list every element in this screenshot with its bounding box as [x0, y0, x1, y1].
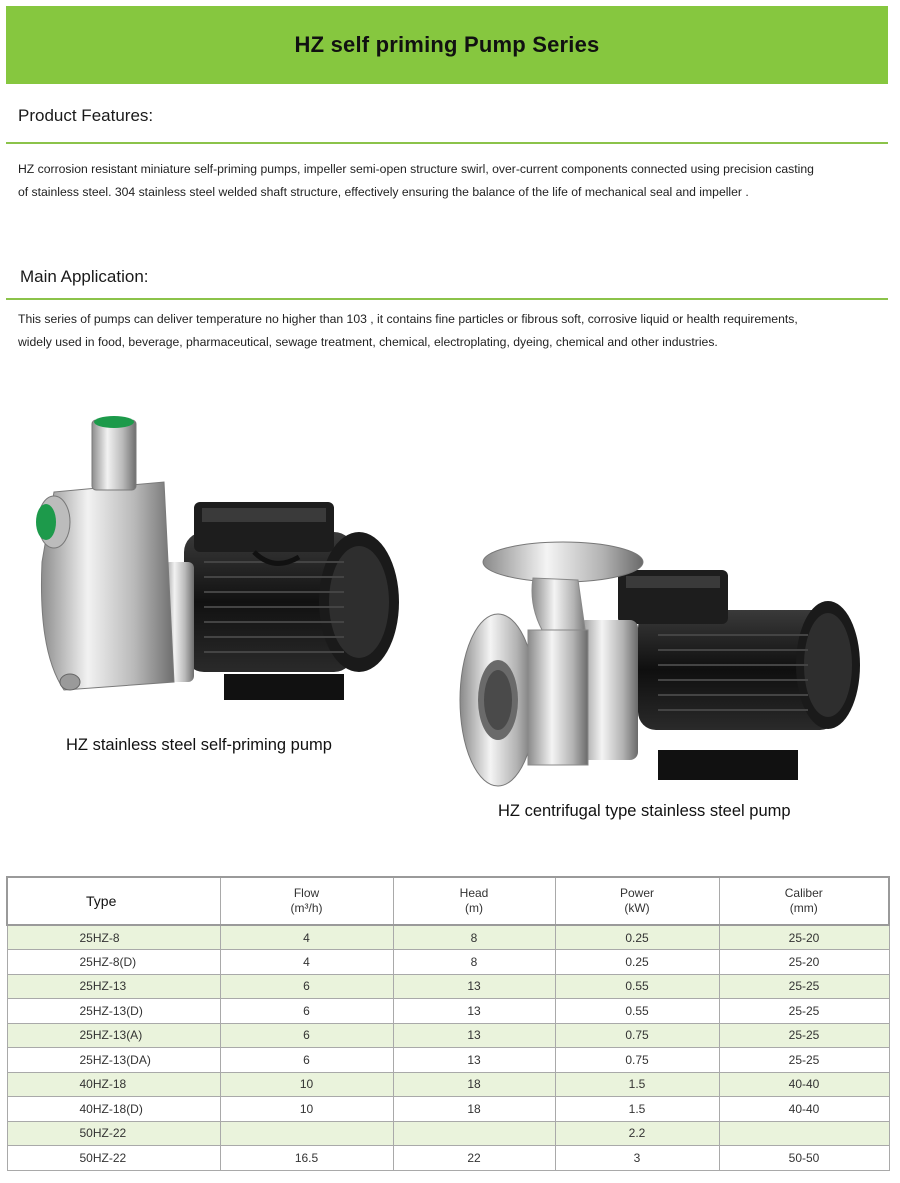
cell-caliber — [719, 1121, 889, 1146]
centrifugal-pump-image — [458, 540, 868, 790]
cell-type: 40HZ-18 — [7, 1072, 220, 1097]
cell-power: 2.2 — [555, 1121, 719, 1146]
cell-flow — [220, 1121, 393, 1146]
table-row — [7, 925, 889, 950]
cell-type: 25HZ-13(DA) — [7, 1048, 220, 1073]
header-head-unit: (m) — [465, 901, 483, 915]
cell-power: 0.75 — [555, 1023, 719, 1048]
features-divider — [6, 142, 888, 144]
centrifugal-pump-caption: HZ centrifugal type stainless steel pump — [498, 802, 791, 820]
application-heading: Main Application: — [20, 267, 149, 286]
self-priming-pump-image — [24, 412, 404, 712]
cell-power: 3 — [555, 1146, 719, 1171]
cell-power: 0.25 — [555, 950, 719, 975]
cell-flow: 6 — [220, 999, 393, 1024]
header-power-label: Power — [619, 886, 654, 900]
table-row — [7, 1097, 889, 1122]
cell-flow: 4 — [220, 925, 393, 950]
cell-type: 50HZ-22 — [7, 1146, 220, 1171]
cell-flow: 6 — [220, 974, 393, 999]
cell-head: 18 — [393, 1097, 555, 1122]
cell-power: 0.55 — [555, 974, 719, 999]
cell-flow: 4 — [220, 950, 393, 975]
cell-head: 8 — [393, 950, 555, 975]
cell-caliber: 25-25 — [719, 1023, 889, 1048]
cell-caliber: 40-40 — [719, 1072, 889, 1097]
header-power — [555, 877, 719, 925]
page-banner — [6, 6, 888, 84]
spec-table — [6, 876, 890, 1171]
cell-type: 25HZ-8 — [7, 925, 220, 950]
cell-type: 50HZ-22 — [7, 1121, 220, 1146]
header-caliber — [719, 877, 889, 925]
table-row — [7, 950, 889, 975]
table-header-row — [7, 877, 889, 925]
table-row — [7, 999, 889, 1024]
table-row — [7, 1072, 889, 1097]
table-row — [7, 1048, 889, 1073]
cell-type: 25HZ-13(D) — [7, 999, 220, 1024]
table-row — [7, 1146, 889, 1171]
cell-head: 13 — [393, 999, 555, 1024]
header-head — [393, 877, 555, 925]
cell-head: 13 — [393, 1023, 555, 1048]
cell-flow: 6 — [220, 1023, 393, 1048]
cell-head: 22 — [393, 1146, 555, 1171]
cell-head — [393, 1121, 555, 1146]
cell-caliber: 25-25 — [719, 999, 889, 1024]
application-line-1: This series of pumps can deliver temperature no higher than 103 , it contains fine particles or fibrous soft, corrosive liquid or health requirements, — [18, 312, 798, 326]
cell-caliber: 25-20 — [719, 925, 889, 950]
header-flow-unit: (m³/h) — [290, 901, 323, 915]
header-caliber-unit: (mm) — [789, 901, 818, 915]
cell-flow: 16.5 — [220, 1146, 393, 1171]
page-title: HZ self priming Pump Series — [294, 32, 600, 57]
self-priming-pump-caption: HZ stainless steel self-priming pump — [66, 736, 332, 754]
features-text — [18, 158, 884, 204]
application-text — [18, 308, 884, 354]
cell-caliber: 40-40 — [719, 1097, 889, 1122]
header-head-label: Head — [459, 886, 489, 900]
header-flow — [220, 877, 393, 925]
cell-type: 25HZ-13 — [7, 974, 220, 999]
cell-head: 8 — [393, 925, 555, 950]
table-row — [7, 1023, 889, 1048]
cell-caliber: 25-25 — [719, 974, 889, 999]
cell-head: 13 — [393, 1048, 555, 1073]
cell-flow: 10 — [220, 1072, 393, 1097]
table-row — [7, 1121, 889, 1146]
cell-flow: 6 — [220, 1048, 393, 1073]
features-line-1: HZ corrosion resistant miniature self-priming pumps, impeller semi-open structure swirl, over-current components connected using precision casting — [18, 162, 814, 176]
application-divider — [6, 298, 888, 300]
cell-power: 0.75 — [555, 1048, 719, 1073]
cell-power: 0.55 — [555, 999, 719, 1024]
cell-type: 40HZ-18(D) — [7, 1097, 220, 1122]
cell-power: 1.5 — [555, 1072, 719, 1097]
cell-type: 25HZ-8(D) — [7, 950, 220, 975]
header-type: Type — [7, 877, 220, 925]
features-heading: Product Features: — [18, 106, 154, 125]
cell-type: 25HZ-13(A) — [7, 1023, 220, 1048]
cell-power: 1.5 — [555, 1097, 719, 1122]
header-caliber-label: Caliber — [784, 886, 823, 900]
cell-flow: 10 — [220, 1097, 393, 1122]
cell-power: 0.25 — [555, 925, 719, 950]
cell-caliber: 25-20 — [719, 950, 889, 975]
cell-head: 18 — [393, 1072, 555, 1097]
header-power-unit: (kW) — [624, 901, 650, 915]
cell-head: 13 — [393, 974, 555, 999]
cell-caliber: 25-25 — [719, 1048, 889, 1073]
features-line-2: of stainless steel. 304 stainless steel welded shaft structure, effectively ensuring the balance of the life of mechanical seal and impeller . — [18, 185, 749, 199]
table-row — [7, 974, 889, 999]
header-flow-label: Flow — [293, 886, 320, 900]
cell-caliber: 50-50 — [719, 1146, 889, 1171]
application-line-2: widely used in food, beverage, pharmaceutical, sewage treatment, chemical, electroplating, dyeing, chemical and other industries. — [18, 335, 718, 349]
